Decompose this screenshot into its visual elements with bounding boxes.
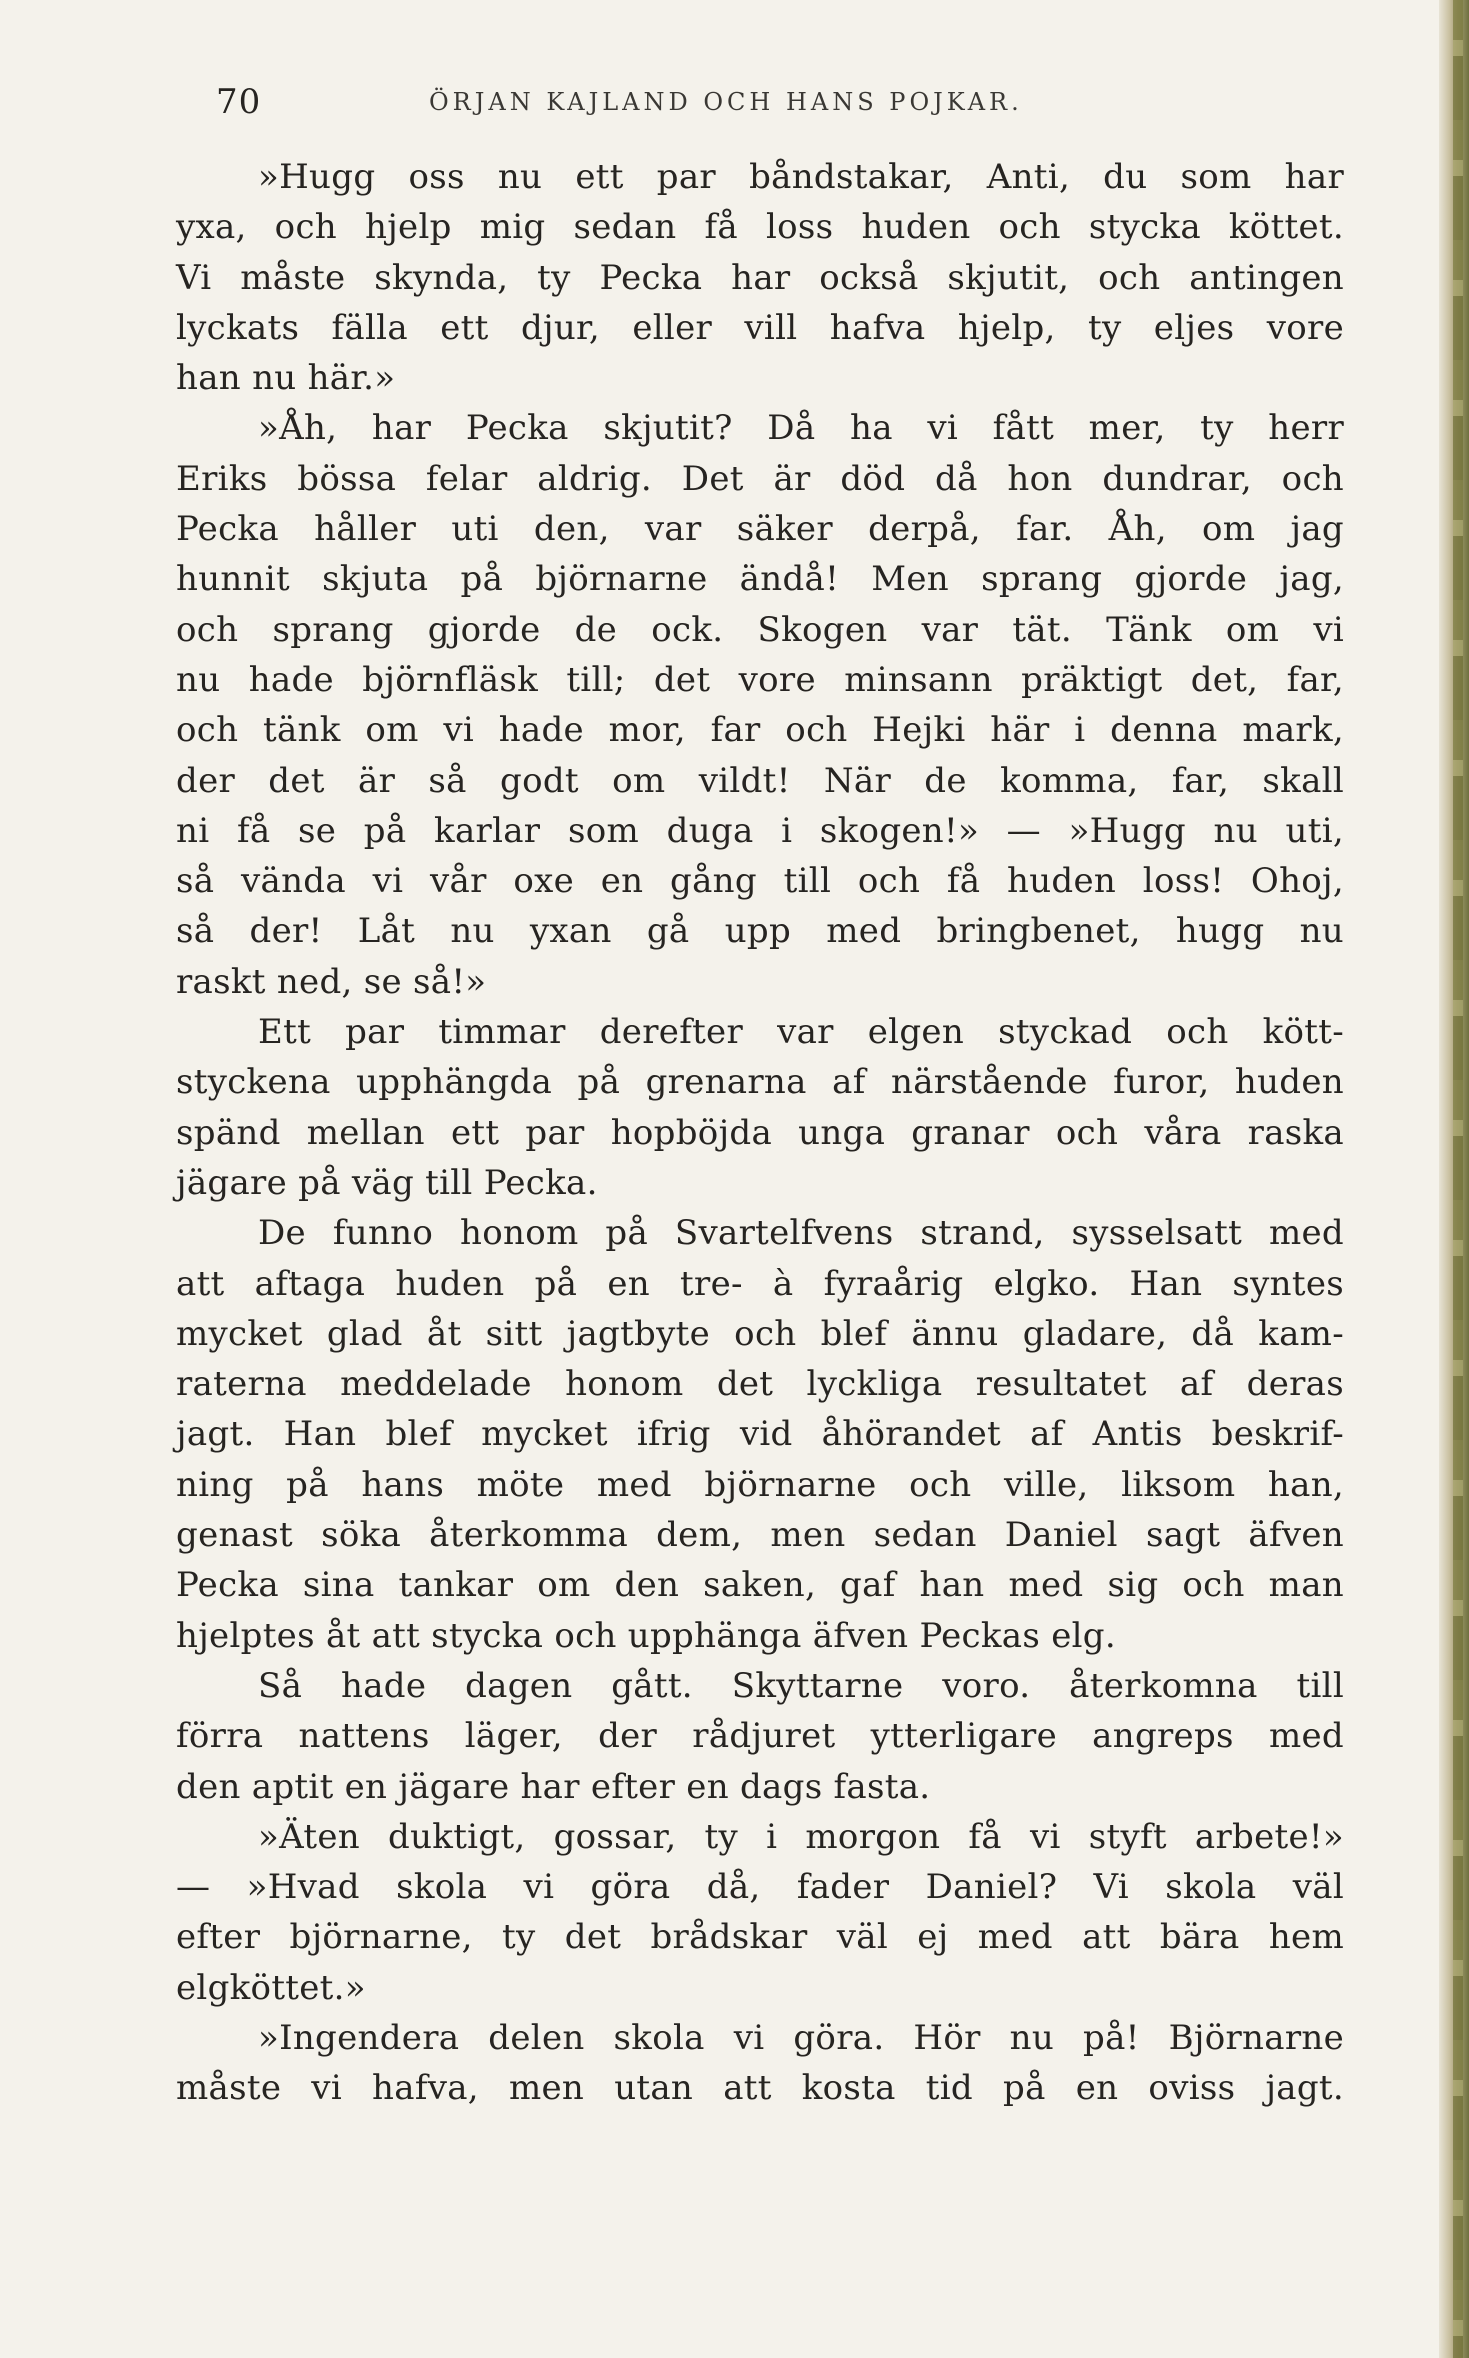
running-title: ÖRJAN KAJLAND OCH HANS POJKAR. [429, 88, 1023, 116]
text-line: måste vi hafva, men utan att kosta tid på en oviss jagt. [176, 2068, 1344, 2109]
text-line: Eriks bössa felar aldrig. Det är död då hon dundrar, och [176, 458, 1344, 499]
text-line: att aftaga huden på en tre- à fyraårig elgko. Han syntes [176, 1263, 1344, 1304]
text-line: hjelptes åt att stycka och upphänga äfven Peckas elg. [176, 1615, 1116, 1656]
page-number: 70 [216, 82, 262, 122]
page-header [176, 82, 1346, 126]
text-line: der det är så godt om vildt! När de komma, far, skall [176, 760, 1344, 801]
text-line: ning på hans möte med björnarne och ville, liksom han, [176, 1464, 1344, 1505]
text-line: efter björnarne, ty det brådskar väl ej med att bära hem [176, 1917, 1344, 1958]
text-line: förra nattens läger, der rådjuret ytterligare angreps med [176, 1716, 1344, 1757]
text-line: elgköttet.» [176, 1967, 366, 2008]
text-line: spänd mellan ett par hopböjda unga granar och våra raska [176, 1112, 1344, 1153]
text-line: Pecka håller uti den, var säker derpå, far. Åh, om jag [176, 509, 1344, 550]
body-text [176, 152, 1344, 2114]
text-line: Så hade dagen gått. Skyttarne voro. återkomna till [258, 1665, 1344, 1706]
text-line: »Äten duktigt, gossar, ty i morgon få vi styft arbete!» [258, 1816, 1344, 1857]
text-line: raskt ned, se så!» [176, 961, 487, 1002]
text-line: Ett par timmar derefter var elgen styckad och kött- [258, 1012, 1344, 1053]
text-line: Pecka sina tankar om den saken, gaf han med sig och man [176, 1565, 1344, 1606]
text-line: Vi måste skynda, ty Pecka har också skjutit, och antingen [176, 257, 1344, 298]
text-line: hunnit skjuta på björnarne ändå! Men sprang gjorde jag, [176, 559, 1344, 600]
text-line: lyckats fälla ett djur, eller vill hafva hjelp, ty eljes vore [176, 307, 1344, 348]
page-edge-stripe [1453, 0, 1463, 2358]
text-line: genast söka återkomma dem, men sedan Daniel sagt äfven [176, 1515, 1344, 1556]
text-line: och sprang gjorde de ock. Skogen var tät. Tänk om vi [176, 609, 1344, 650]
text-line: jägare på väg till Pecka. [176, 1162, 598, 1203]
text-line: så der! Låt nu yxan gå upp med bringbenet, hugg nu [176, 911, 1344, 952]
text-line: — »Hvad skola vi göra då, fader Daniel? Vi skola väl [176, 1867, 1344, 1908]
text-line: »Ingendera delen skola vi göra. Hör nu på! Björnarne [258, 2017, 1344, 2058]
text-line: yxa, och hjelp mig sedan få loss huden och stycka köttet. [176, 207, 1344, 248]
text-line: den aptit en jägare har efter en dags fasta. [176, 1766, 931, 1807]
text-line: nu hade björnfläsk till; det vore minsann präktigt det, far, [176, 659, 1344, 700]
text-line: han nu här.» [176, 358, 396, 399]
text-line: »Åh, har Pecka skjutit? Då ha vi fått mer, ty herr [258, 408, 1344, 449]
text-line: styckena upphängda på grenarna af närstående furor, huden [176, 1062, 1344, 1103]
text-line: så vända vi vår oxe en gång till och få huden loss! Ohoj, [176, 861, 1344, 902]
text-line: jagt. Han blef mycket ifrig vid åhörandet af Antis beskrif- [176, 1414, 1344, 1455]
text-line: »Hugg oss nu ett par båndstakar, Anti, du som har [258, 157, 1344, 197]
text-line: raterna meddelade honom det lyckliga resultatet af deras [176, 1364, 1344, 1405]
text-line: ni få se på karlar som duga i skogen!» — »Hugg nu uti, [176, 810, 1344, 851]
text-line: och tänk om vi hade mor, far och Hejki här i denna mark, [176, 710, 1344, 751]
text-line: mycket glad åt sitt jagtbyte och blef ännu gladare, då kam- [176, 1313, 1344, 1354]
text-line: De funno honom på Svartelfvens strand, sysselsatt med [258, 1213, 1344, 1254]
